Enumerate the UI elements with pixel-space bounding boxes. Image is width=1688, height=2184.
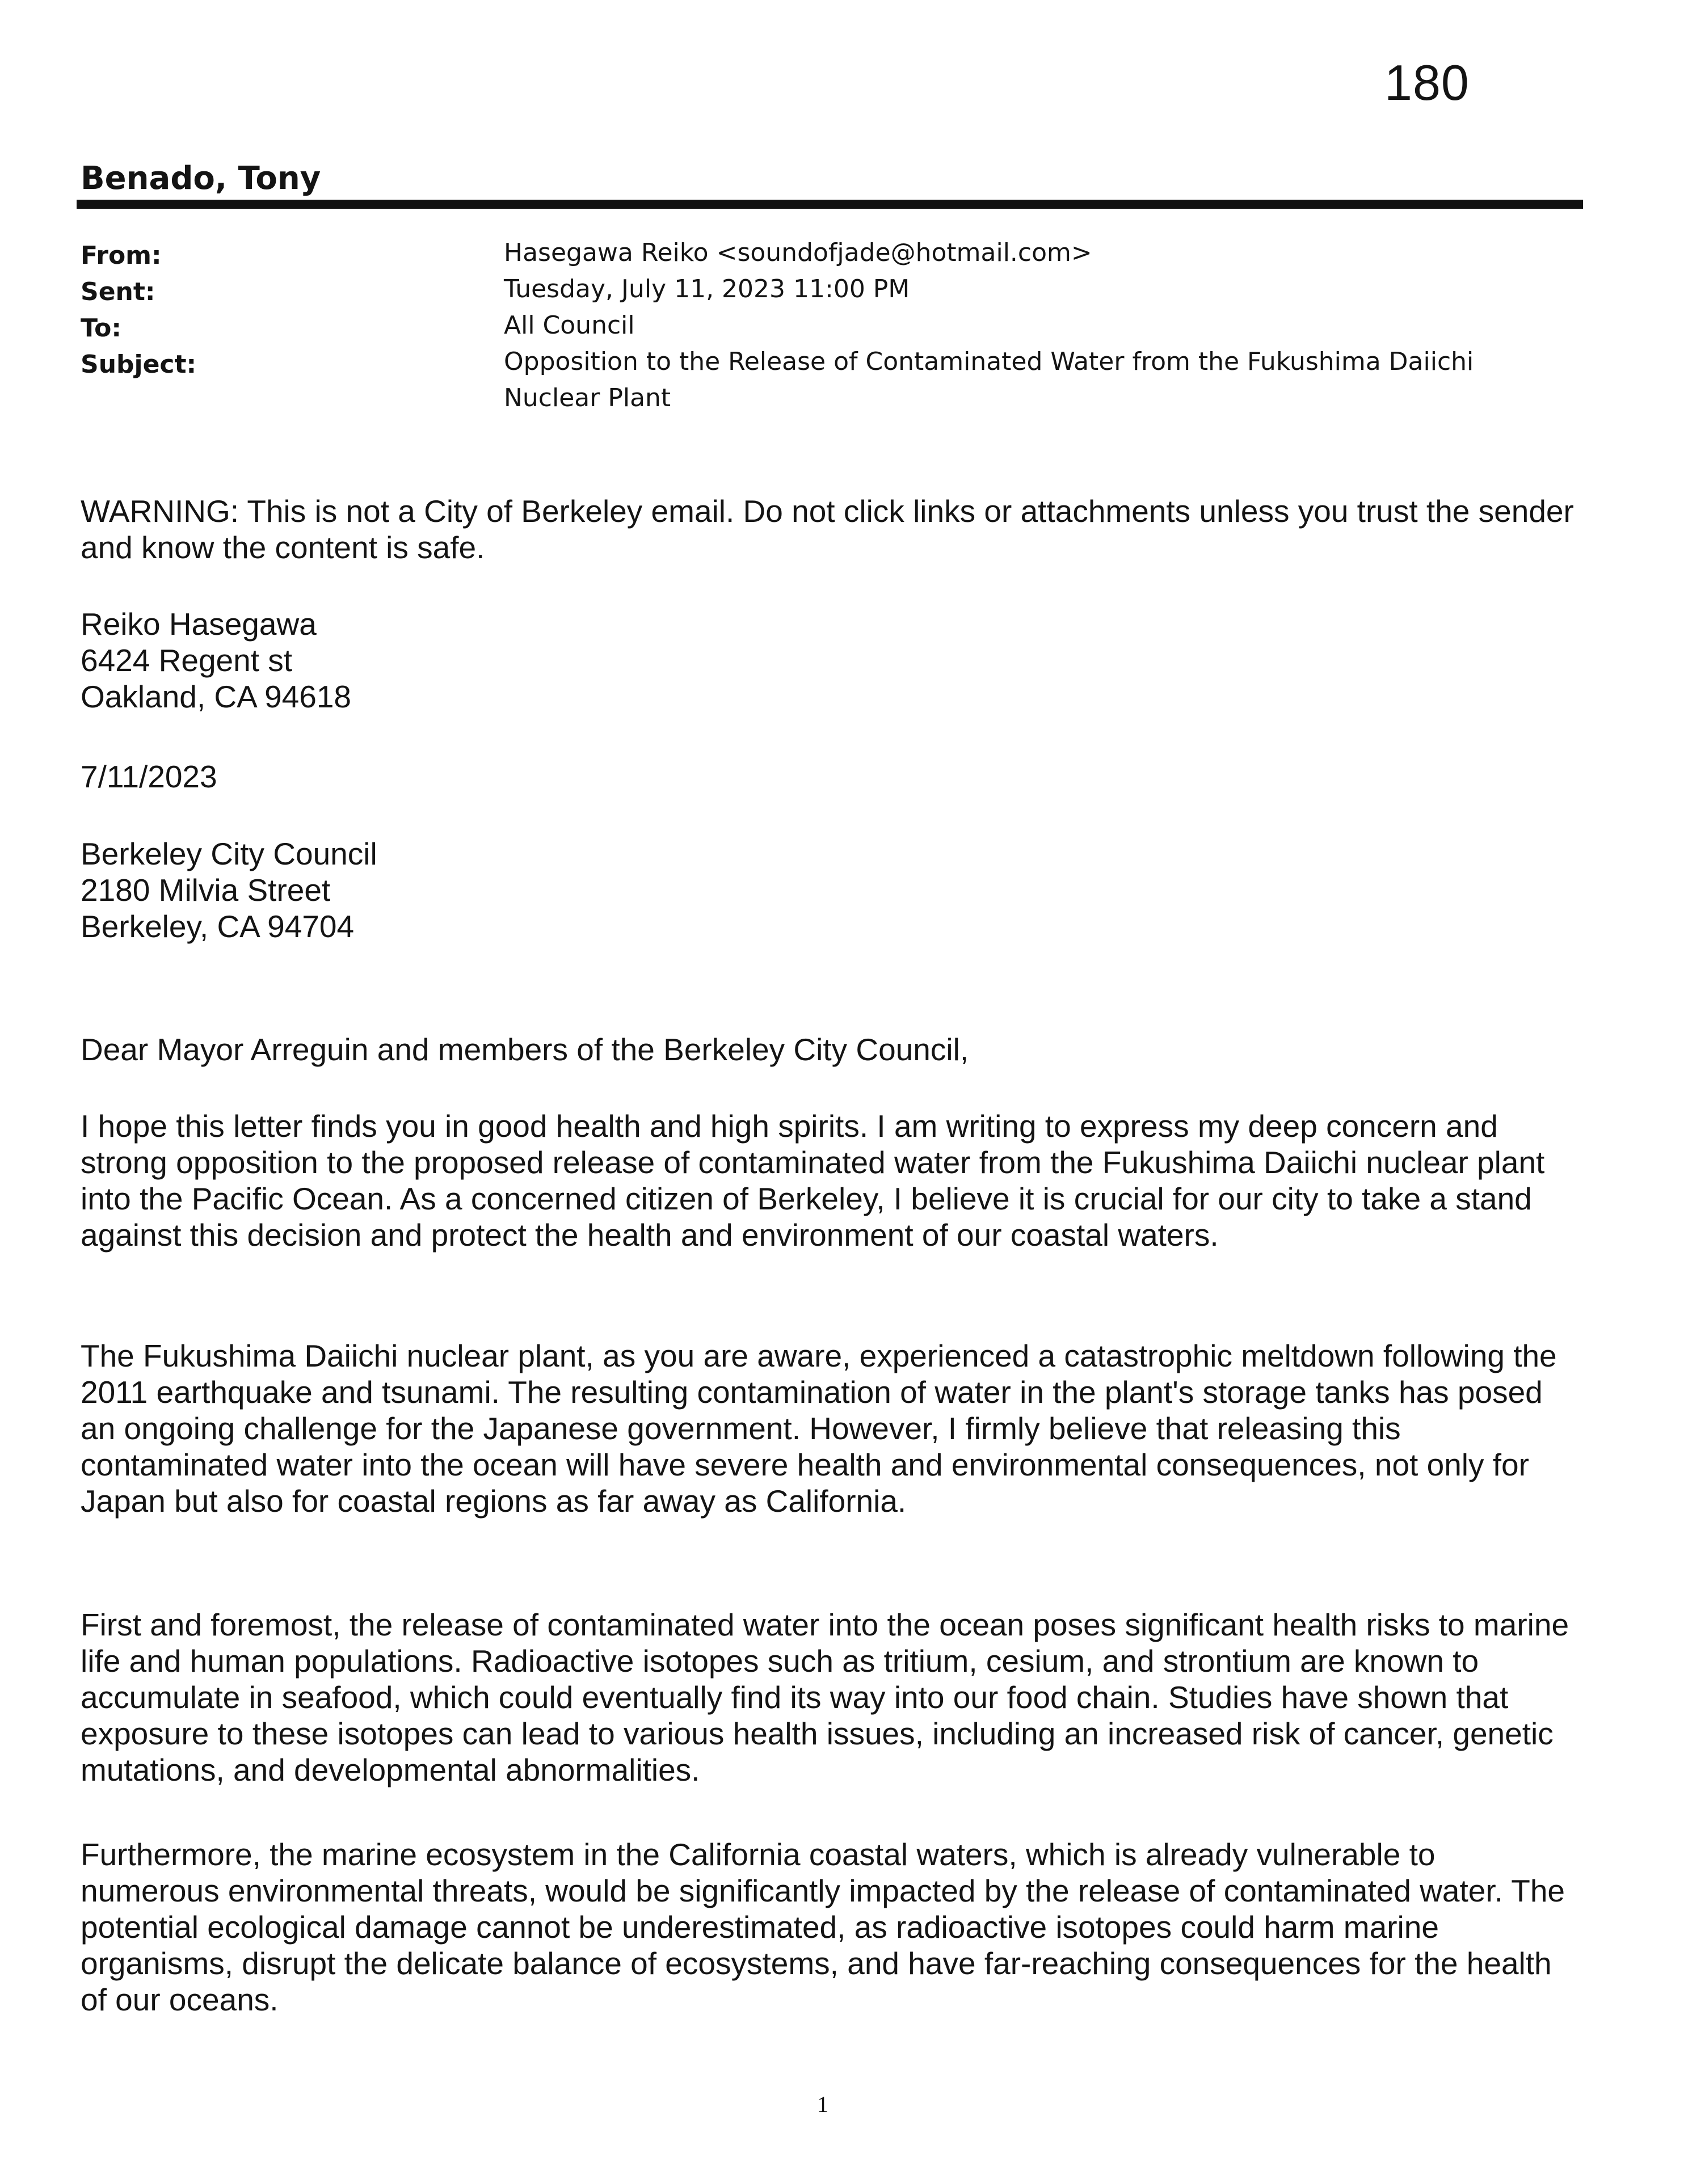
paragraph-ecosystem: Furthermore, the marine ecosystem in the California coastal waters, which is already vulnerable to numerous environmental threats, would be significantly impacted by the release of contaminated water. The potential ecological damage cannot be underestimated, as radioactive isotopes could harm marine organisms, disrupt the delicate balance of ecosystems, and have far-reaching consequences for the health of our oceans. xyxy=(81,1837,1565,2017)
sent-value: Tuesday, July 11, 2023 11:00 PM xyxy=(504,275,910,303)
sender-street: 6424 Regent st xyxy=(81,643,293,678)
to-label: To: xyxy=(81,314,121,343)
recipient-name: Berkeley City Council xyxy=(81,836,377,871)
mailbox-owner-name: Benado, Tony xyxy=(81,160,321,197)
paragraph-health-risks: First and foremost, the release of contaminated water into the ocean poses significant health risks to marine life and human populations. Radioactive isotopes such as tritium, cesium, and strontium are known to accumulate in seafood, which could eventually find its way into our food chain. Studies have shown that exposure to these isotopes can lead to various health issues, including an increased risk of cancer, genetic mutations, and developmental abnormalities. xyxy=(81,1607,1569,1787)
to-value: All Council xyxy=(504,311,635,340)
external-email-warning: WARNING: This is not a City of Berkeley email. Do not click links or attachments unless you trust the sender and know the content is safe. xyxy=(81,494,1574,565)
page-stamp-number: 180 xyxy=(1384,54,1470,111)
footer-page-number: 1 xyxy=(817,2092,828,2117)
from-value: Hasegawa Reiko <soundofjade@hotmail.com> xyxy=(504,238,1092,267)
sent-label: Sent: xyxy=(81,277,155,306)
subject-value: Opposition to the Release of Contaminated Water from the Fukushima Daiichi Nuclear Plant xyxy=(504,347,1474,412)
recipient-street: 2180 Milvia Street xyxy=(81,872,331,908)
subject-label: Subject: xyxy=(81,350,197,379)
sender-name: Reiko Hasegawa xyxy=(81,606,317,642)
letter-date: 7/11/2023 xyxy=(81,759,217,794)
sender-address xyxy=(81,606,1578,715)
sender-city: Oakland, CA 94618 xyxy=(81,679,352,714)
header-divider xyxy=(77,200,1583,209)
paragraph-background: The Fukushima Daiichi nuclear plant, as you are aware, experienced a catastrophic meltdown following the 2011 earthquake and tsunami. The resulting contamination of water in the plant's storage tanks has posed an ongoing challenge for the Japanese government. However, I firmly believe that releasing this contaminated water into the ocean will have severe health and environmental consequences, not only for Japan but also for coastal regions as far away as California. xyxy=(81,1338,1557,1519)
paragraph-intro: I hope this letter finds you in good health and high spirits. I am writing to express my deep concern and strong opposition to the proposed release of contaminated water from the Fukushima Daiichi nuclear plant into the Pacific Ocean. As a concerned citizen of Berkeley, I believe it is crucial for our city to take a stand against this decision and protect the health and environment of our coastal waters. xyxy=(81,1108,1545,1253)
salutation: Dear Mayor Arreguin and members of the Berkeley City Council, xyxy=(81,1032,969,1067)
recipient-city: Berkeley, CA 94704 xyxy=(81,909,355,944)
recipient-address xyxy=(81,836,1578,945)
from-label: From: xyxy=(81,241,162,270)
